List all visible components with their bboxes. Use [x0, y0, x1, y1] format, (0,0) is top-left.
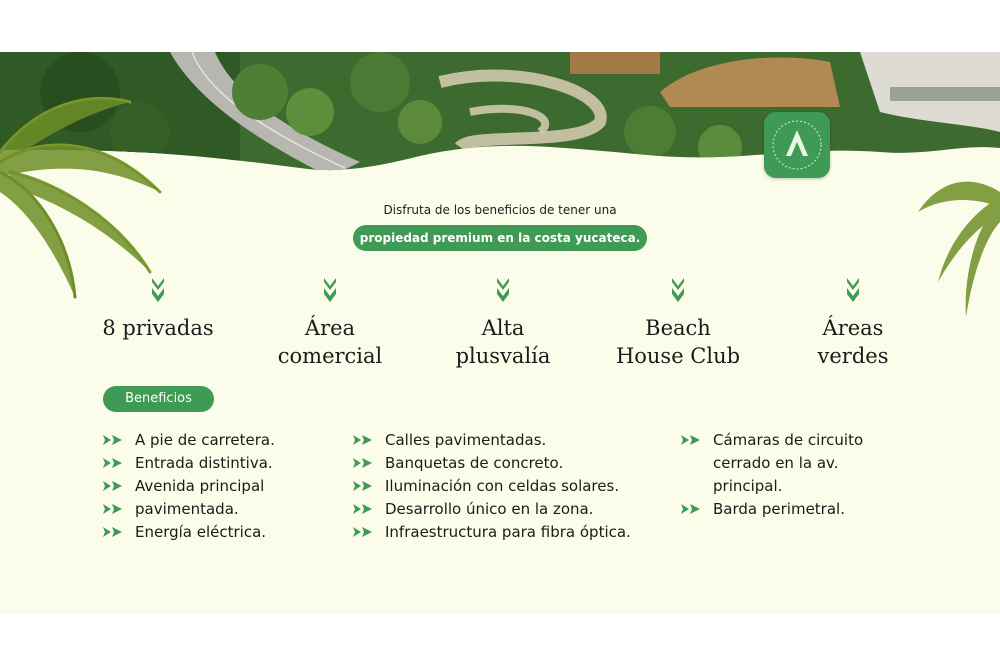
list-item [353, 452, 631, 475]
feature-8-privadas [68, 276, 248, 342]
double-arrow-icon [103, 527, 123, 537]
feature-label: Beach House Club [615, 316, 741, 368]
list-item-label: Avenida principal [135, 477, 265, 495]
list-item [103, 475, 275, 498]
feature-label: Alta plusvalía [455, 316, 551, 368]
logo-badge [764, 112, 830, 178]
list-item [681, 498, 863, 521]
list-item [103, 452, 275, 475]
double-arrow-icon [103, 458, 123, 468]
list-item [353, 498, 631, 521]
list-item-label: A pie de carretera. [135, 431, 275, 449]
double-arrow-icon [103, 504, 123, 514]
list-item-label: Barda perimetral. [713, 500, 845, 518]
list-item-label: pavimentada. [135, 500, 239, 518]
chevron-down-icon [846, 276, 860, 304]
feature-label: Área comercial [277, 316, 383, 368]
list-item [353, 475, 631, 498]
double-arrow-icon [681, 435, 701, 445]
list-item [103, 521, 275, 544]
feature-label: Áreas verdes [817, 316, 889, 368]
double-arrow-icon [103, 435, 123, 445]
feature-label: 8 privadas [102, 316, 214, 340]
list-item-label: Iluminación con celdas solares. [385, 477, 620, 495]
benefits-list-col3 [681, 429, 863, 521]
double-arrow-icon [353, 504, 373, 514]
chevron-down-icon [151, 276, 165, 304]
double-arrow-icon [353, 481, 373, 491]
double-arrow-icon [681, 504, 701, 514]
list-item-label: Calles pavimentadas. [385, 431, 547, 449]
benefits-title-pill: Beneficios [103, 386, 214, 412]
feature-area-comercial [240, 276, 420, 370]
double-arrow-icon [353, 458, 373, 468]
feature-areas-verdes [763, 276, 943, 370]
feature-beach-house-club [588, 276, 768, 370]
list-item-label: Cámaras de circuito cerrado en la av. principal. [713, 431, 864, 495]
feature-alta-plusvalia [413, 276, 593, 370]
list-item-label: Entrada distintiva. [135, 454, 273, 472]
list-item [353, 429, 631, 452]
list-item-label: Energía eléctrica. [135, 523, 267, 541]
list-item [681, 429, 863, 498]
benefits-list-col1 [103, 429, 275, 544]
list-item [103, 429, 275, 452]
benefits-list-col2 [353, 429, 631, 544]
list-item-label: Infraestructura para fibra óptica. [385, 523, 631, 541]
double-arrow-icon [353, 527, 373, 537]
slide [0, 52, 1000, 614]
double-arrow-icon [353, 435, 373, 445]
intro-text: Disfruta de los beneficios de tener una [383, 203, 617, 217]
list-item [103, 498, 275, 521]
chevron-down-icon [496, 276, 510, 304]
akkan-logo-icon [764, 112, 830, 178]
chevron-down-icon [323, 276, 337, 304]
chevron-down-icon [671, 276, 685, 304]
list-item-label: Banquetas de concreto. [385, 454, 564, 472]
double-arrow-icon [103, 481, 123, 491]
intro-highlight-pill: propiedad premium en la costa yucateca. [353, 225, 647, 251]
list-item-label: Desarrollo único en la zona. [385, 500, 594, 518]
list-item [353, 521, 631, 544]
